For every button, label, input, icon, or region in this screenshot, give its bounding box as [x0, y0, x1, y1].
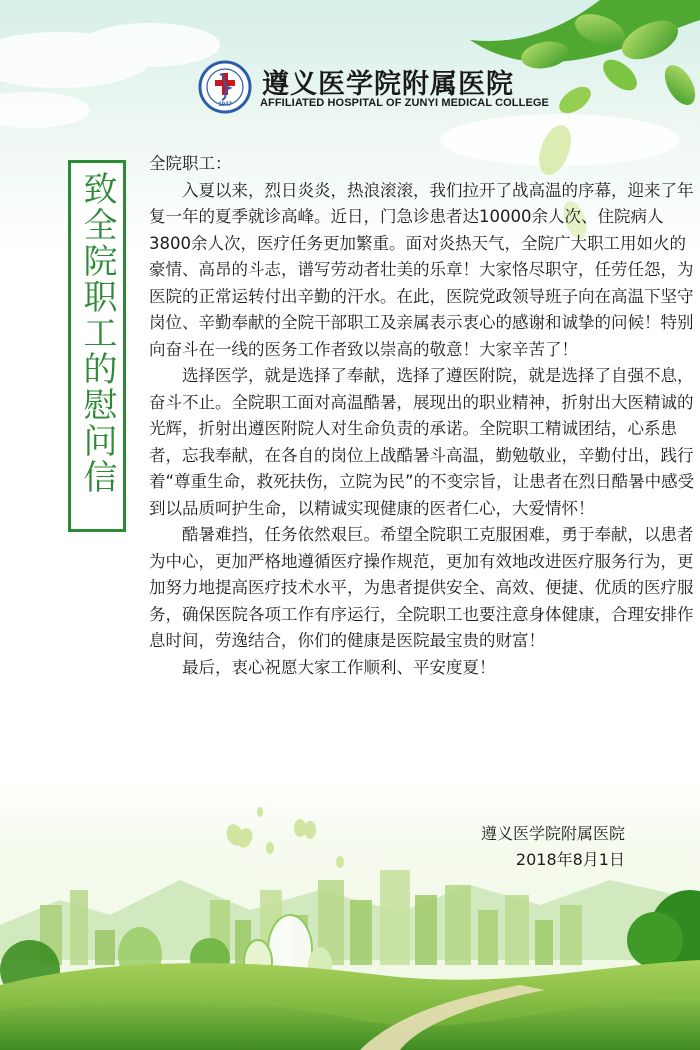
butterflies [224, 807, 344, 868]
hospital-emblem-icon [198, 60, 252, 114]
paragraph-1: 入夏以来，烈日炎炎，热浪滚滚，我们拉开了战高温的序幕，迎来了年复一年的夏季就诊高峰。近日，门急诊患者达10000余人次、住院病人3800余人次，医疗任务更加繁重。面对炎热天气，全院广大职工用如火的豪情、高昂的斗志，谱写劳动者壮美的乐章！大家恪尽职守，任劳任怨，为医院的正常运转付出辛勤的汗水。在此，医院党政领导班子向在高温下坚守岗位、辛勤奉献的全院干部职工及亲属表示衷心的感谢和诚挚的问候！特别向奋斗在一线的医务工作者致以崇高的敬意！大家辛苦了！ [149, 180, 694, 359]
signature-block [481, 821, 625, 873]
signature-date: 2018年8月1日 [515, 850, 625, 869]
emblem-year: 1947 [218, 102, 232, 108]
salutation: 全院职工： [149, 154, 232, 173]
hospital-name-en: AFFILIATED HOSPITAL OF ZUNYI MEDICAL COLLEGE [260, 97, 549, 109]
signature-org: 遵义医学院附属医院 [480, 824, 625, 843]
title-frame [68, 160, 126, 532]
hospital-name-cn: 遵义医学院附属医院 [262, 69, 514, 100]
letter-body [149, 151, 700, 681]
letter-title: 致全院职工的慰问信 [77, 171, 117, 495]
paragraph-3: 酷暑难挡，任务依然艰巨。希望全院职工克服困难，勇于奉献，以患者为中心，更加严格地遵循医疗操作规范，更加有效地改进医疗服务行为，更加努力地提高医疗技术水平，为患者提供安全、高效、便捷、优质的医疗服务，确保医院各项工作有序运行，全院职工也要注意身体健康，合理安排作息时间，劳逸结合，你们的健康是医院最宝贵的财富！ [149, 525, 694, 650]
hospital-logo [198, 58, 549, 120]
paragraph-2: 选择医学，就是选择了奉献，选择了遵医附院，就是选择了自强不息，奋斗不止。全院职工面对高温酷暑，展现出的职业精神，折射出大医精诚的光辉，折射出遵医附院人对生命负责的承诺。全院职工精诚团结，心系患者，忘我奉献，在各自的岗位上战酷暑斗高温，勤勉敬业，辛勤付出，践行着“尊重生命，救死扶伤，立院为民”的不变宗旨，让患者在烈日酷暑中感受到以品质呵护生命，以精诚实现健康的医者仁心，大爱情怀！ [149, 366, 695, 518]
paragraph-4: 最后，衷心祝愿大家工作顺利、平安度夏！ [182, 657, 496, 677]
